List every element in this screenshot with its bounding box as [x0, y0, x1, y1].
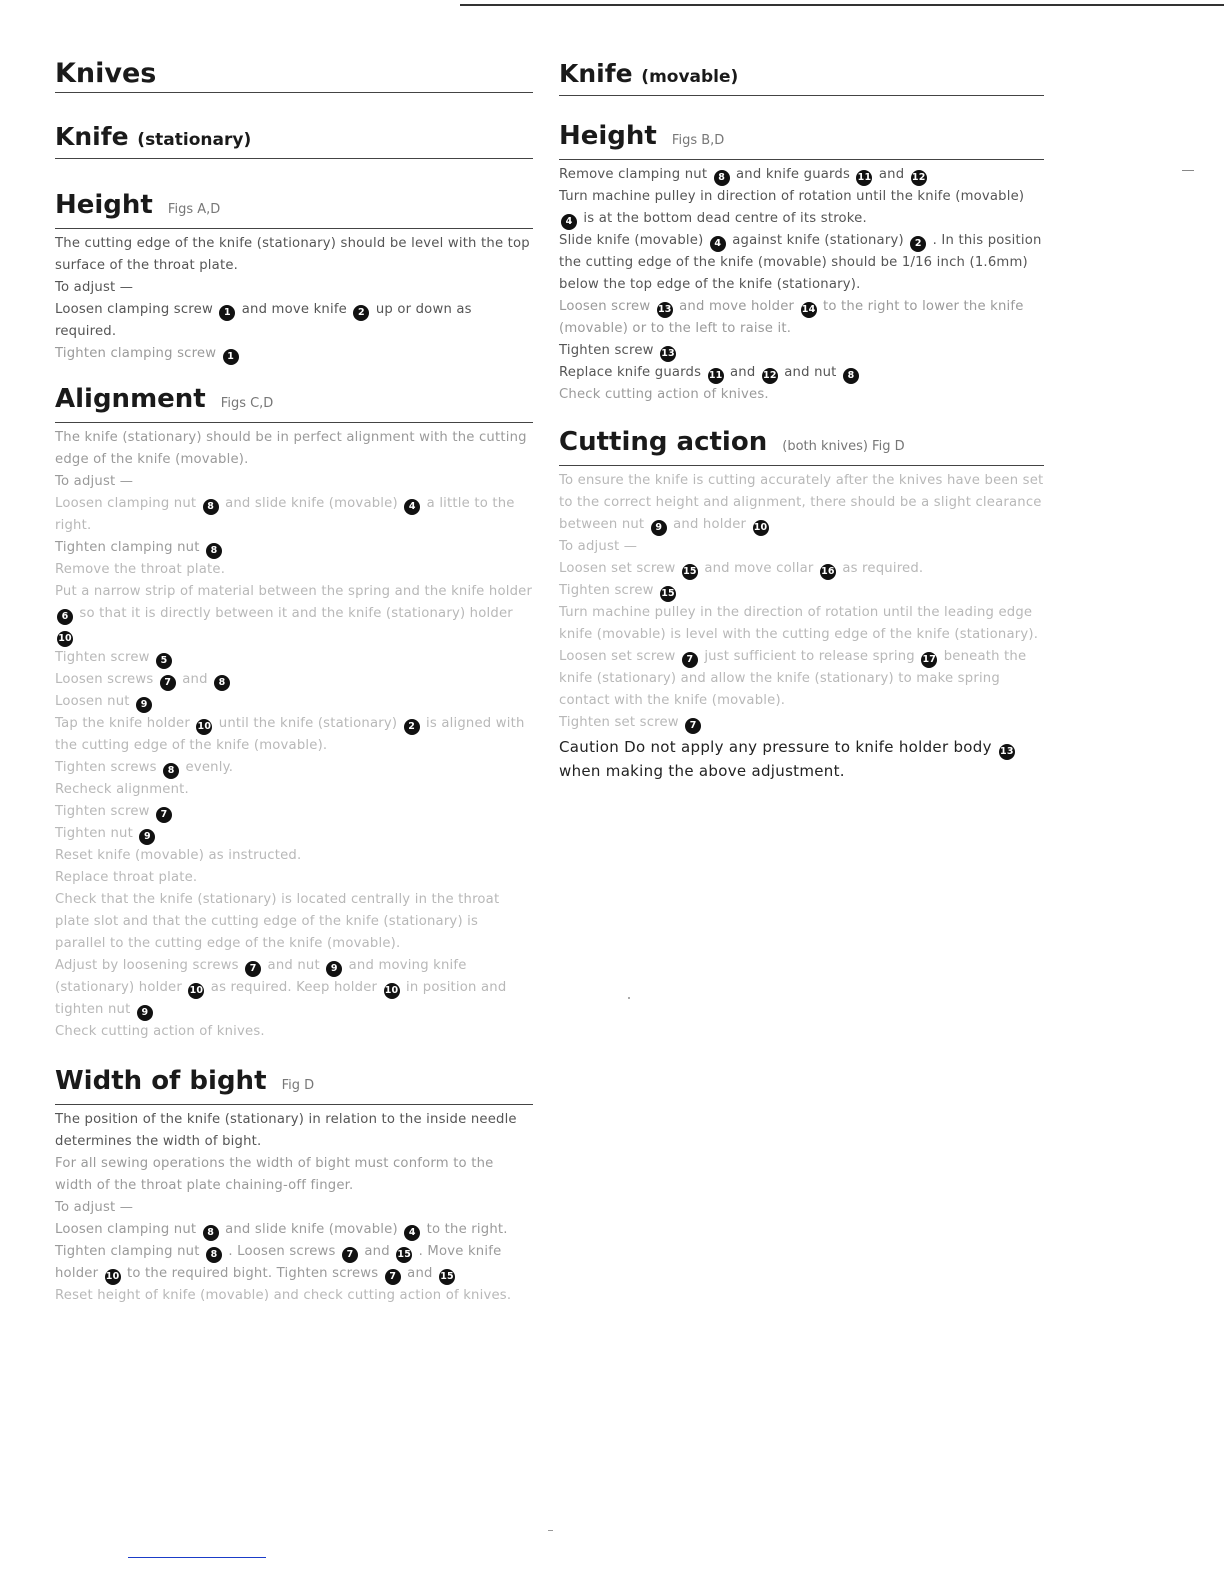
callout-15: 15 [439, 1269, 455, 1285]
top-rule [460, 4, 1224, 6]
text: is at the bottom dead centre of its stroke. [583, 211, 867, 226]
text: . Loosen screws [228, 1244, 336, 1259]
height-figs: Figs A,D [167, 202, 221, 217]
callout-11: 11 [708, 368, 724, 384]
callout-9: 9 [139, 829, 155, 845]
text: beneath the knife (stationary) and allow the knife (stationary) to make spring contact with the knife (movable). [559, 649, 1027, 708]
text: and moving knife (stationary) holder [55, 958, 467, 995]
text: and slide knife (movable) [225, 1222, 398, 1237]
paragraph [559, 164, 1044, 186]
text: Tighten clamping nut [55, 540, 200, 555]
text: Loosen screws [55, 672, 154, 687]
text: Replace knife guards [559, 365, 702, 380]
text: Turn machine pulley in the direction of rotation until the leading edge knife (movable) is level with the cutting edge of the knife (stationary). Loosen set screw [559, 605, 1039, 664]
paragraph: Recheck alignment. [55, 782, 189, 797]
callout-9: 9 [136, 697, 152, 713]
text: as required. Keep holder [210, 980, 378, 995]
text: Tap the knife holder [55, 716, 190, 731]
cutting-action-title: Cutting action [559, 427, 768, 457]
alignment-figs: Figs C,D [220, 396, 274, 411]
paragraph: Reset knife (movable) as instructed. [55, 848, 302, 863]
callout-7: 7 [342, 1247, 358, 1263]
callout-4: 4 [404, 1225, 420, 1241]
text: and move collar [704, 561, 814, 576]
left-column [55, 58, 533, 1307]
paragraph [55, 647, 533, 669]
text: Put a narrow strip of material between the spring and the knife holder [55, 584, 533, 599]
text: Tighten clamping nut [55, 1244, 200, 1259]
text: Do not apply any pressure to knife holder [624, 738, 949, 756]
callout-2: 2 [353, 305, 369, 321]
height-title: Height [559, 121, 657, 151]
callout-1: 1 [223, 349, 239, 365]
callout-13: 13 [999, 744, 1015, 760]
callout-7: 7 [160, 675, 176, 691]
callout-12: 12 [911, 170, 927, 186]
callout-1: 1 [219, 305, 235, 321]
paragraph [559, 602, 1044, 712]
knives-heading [55, 58, 533, 93]
height-movable-heading [559, 120, 1044, 160]
callout-7: 7 [385, 1269, 401, 1285]
alignment-title: Alignment [55, 384, 206, 414]
text: Adjust by loosening screws [55, 958, 239, 973]
callout-13: 13 [660, 346, 676, 362]
paragraph: Check cutting action of knives. [55, 1024, 265, 1039]
callout-2: 2 [910, 236, 926, 252]
paragraph: For all sewing operations the width of bight must conform to the width of the throat plate chaining-off finger. [55, 1156, 494, 1193]
callout-15: 15 [660, 586, 676, 602]
callout-8: 8 [163, 763, 179, 779]
callout-10: 10 [105, 1269, 121, 1285]
height-figs: Figs B,D [671, 133, 725, 148]
paragraph [559, 340, 1044, 362]
text: Tighten nut [55, 826, 133, 841]
callout-17: 17 [921, 652, 937, 668]
knife-title: Knife [55, 122, 129, 151]
paragraph [559, 558, 1044, 580]
callout-9: 9 [326, 961, 342, 977]
paragraph [559, 470, 1044, 536]
callout-14: 14 [801, 302, 817, 318]
paragraph: Replace throat plate. [55, 870, 198, 885]
paragraph [55, 1219, 533, 1241]
callout-9: 9 [651, 520, 667, 536]
callout-7: 7 [685, 718, 701, 734]
callout-8: 8 [214, 675, 230, 691]
callout-13: 13 [657, 302, 673, 318]
width-title: Width of bight [55, 1066, 267, 1096]
movable-subtitle: (movable) [641, 67, 739, 87]
text: Tighten screw [559, 343, 654, 358]
paragraph [559, 186, 1044, 230]
text: and knife guards [736, 167, 851, 182]
margin-mark [1182, 170, 1194, 171]
text: and nut [267, 958, 320, 973]
text: and [182, 672, 208, 687]
paragraph: Remove the throat plate. [55, 562, 226, 577]
text: against knife (stationary) [732, 233, 904, 248]
paragraph: To adjust — [55, 474, 134, 489]
text: Loosen nut [55, 694, 130, 709]
callout-5: 5 [156, 653, 172, 669]
callout-7: 7 [245, 961, 261, 977]
callout-11: 11 [856, 170, 872, 186]
paragraph [559, 230, 1044, 296]
paragraph [55, 493, 533, 537]
paragraph: The position of the knife (stationary) in relation to the inside needle determines the width of bight. [55, 1112, 517, 1149]
paragraph [55, 713, 533, 757]
callout-15: 15 [682, 564, 698, 580]
paragraph: The knife (stationary) should be in perfect alignment with the cutting edge of the knife (movable). [55, 430, 527, 467]
callout-8: 8 [206, 1247, 222, 1263]
height-heading [55, 189, 533, 229]
text: and move knife [241, 302, 347, 317]
text: Tighten screw [55, 650, 150, 665]
paragraph [55, 955, 533, 1021]
text: Tighten screw [559, 583, 654, 598]
text: . Move knife holder [55, 1244, 502, 1281]
paragraph: To adjust — [559, 539, 638, 554]
callout-8: 8 [203, 499, 219, 515]
paragraph [55, 757, 533, 779]
knife-stationary-heading [55, 121, 533, 159]
callout-4: 4 [710, 236, 726, 252]
height-movable-body [559, 164, 1044, 406]
text: a little to the right. [55, 496, 515, 533]
callout-12: 12 [762, 368, 778, 384]
paragraph [55, 823, 533, 845]
text: body [953, 738, 992, 756]
text: when making the above adjustment. [559, 762, 845, 780]
caution-label: Caution [559, 738, 620, 756]
paragraph [559, 580, 1044, 602]
cutting-action-body [559, 470, 1044, 782]
text: to the right. [426, 1222, 508, 1237]
right-column [559, 58, 1044, 797]
text: to the required bight. Tighten screws [127, 1266, 379, 1281]
alignment-body [55, 427, 533, 1043]
text: Tighten screws [55, 760, 157, 775]
text: Loosen clamping nut [55, 496, 197, 511]
callout-10: 10 [188, 983, 204, 999]
paragraph: Reset height of knife (movable) and check cutting action of knives. [55, 1288, 512, 1303]
paragraph [55, 581, 533, 647]
stationary-subtitle: (stationary) [137, 130, 252, 150]
text: and holder [673, 517, 747, 532]
text: Tighten screw [55, 804, 150, 819]
text: and slide knife (movable) [225, 496, 398, 511]
callout-4: 4 [404, 499, 420, 515]
caution-note [559, 736, 1044, 782]
height-body [55, 233, 533, 365]
text: and [730, 365, 756, 380]
text: up or down as required. [55, 302, 472, 339]
callout-10: 10 [196, 719, 212, 735]
text: Remove clamping nut [559, 167, 708, 182]
text: evenly. [185, 760, 234, 775]
paragraph [55, 343, 533, 365]
text: Loosen set screw [559, 561, 676, 576]
text: in position and tighten nut [55, 980, 507, 1017]
page-mark [548, 1530, 553, 1531]
text: to the right to lower the knife (movable) or to the left to raise it. [559, 299, 1024, 336]
callout-16: 16 [820, 564, 836, 580]
callout-8: 8 [843, 368, 859, 384]
speck [628, 997, 630, 999]
callout-10: 10 [384, 983, 400, 999]
callout-10: 10 [57, 631, 73, 647]
paragraph: To adjust — [55, 1200, 134, 1215]
text: To ensure the knife is cutting accurately after the knives have been set to the correct height and alignment, there should be a slight clearance between nut [559, 473, 1044, 532]
paragraph [55, 1241, 533, 1285]
callout-9: 9 [137, 1005, 153, 1021]
paragraph: To adjust — [55, 280, 134, 295]
cutting-action-figs: (both knives) Fig D [782, 439, 905, 454]
text: and [878, 167, 905, 182]
width-body [55, 1109, 533, 1307]
paragraph: Check that the knife (stationary) is located centrally in the throat plate slot and that the cutting edge of the knife (stationary) is parallel to the cutting edge of the knife (movable). [55, 892, 500, 951]
paragraph [559, 362, 1044, 384]
knives-title: Knives [55, 58, 157, 89]
bottom-rule [128, 1557, 266, 1558]
text: . In this position the cutting edge of the knife (movable) should be 1/16 inch (1.6mm) below the top edge of the knife (stationary). [559, 233, 1042, 292]
paragraph: The cutting edge of the knife (stationary) should be level with the top surface of the throat plate. [55, 236, 530, 273]
text: and [407, 1266, 433, 1281]
width-figs: Fig D [281, 1078, 315, 1093]
text: Slide knife (movable) [559, 233, 704, 248]
callout-15: 15 [396, 1247, 412, 1263]
callout-8: 8 [206, 543, 222, 559]
callout-7: 7 [156, 807, 172, 823]
callout-8: 8 [714, 170, 730, 186]
alignment-heading [55, 383, 533, 423]
callout-8: 8 [203, 1225, 219, 1241]
cutting-action-heading [559, 426, 1044, 466]
paragraph [55, 669, 533, 691]
text: Loosen clamping nut [55, 1222, 197, 1237]
text: and [364, 1244, 390, 1259]
callout-10: 10 [753, 520, 769, 536]
paragraph [55, 801, 533, 823]
paragraph: Check cutting action of knives. [559, 387, 769, 402]
callout-2: 2 [404, 719, 420, 735]
text: just sufficient to release spring [704, 649, 915, 664]
paragraph [559, 296, 1044, 340]
text: and move holder [679, 299, 795, 314]
callout-4: 4 [561, 214, 577, 230]
text: Tighten set screw [559, 715, 679, 730]
knife-movable-heading [559, 58, 1044, 96]
callout-6: 6 [57, 609, 73, 625]
text: Loosen clamping screw [55, 302, 213, 317]
paragraph [55, 537, 533, 559]
height-title: Height [55, 190, 153, 220]
text: so that it is directly between it and the knife (stationary) holder [79, 606, 513, 621]
paragraph [55, 299, 533, 343]
text: as required. [842, 561, 924, 576]
text: Turn machine pulley in direction of rotation until the knife (movable) [559, 189, 1025, 204]
paragraph [55, 691, 533, 713]
text: Tighten clamping screw [55, 346, 217, 361]
knife-title: Knife [559, 59, 633, 88]
paragraph [559, 712, 1044, 734]
text: is aligned with the cutting edge of the knife (movable). [55, 716, 525, 753]
text: until the knife (stationary) [218, 716, 398, 731]
width-heading [55, 1065, 533, 1105]
callout-7: 7 [682, 652, 698, 668]
text: Loosen screw [559, 299, 651, 314]
text: and nut [784, 365, 837, 380]
